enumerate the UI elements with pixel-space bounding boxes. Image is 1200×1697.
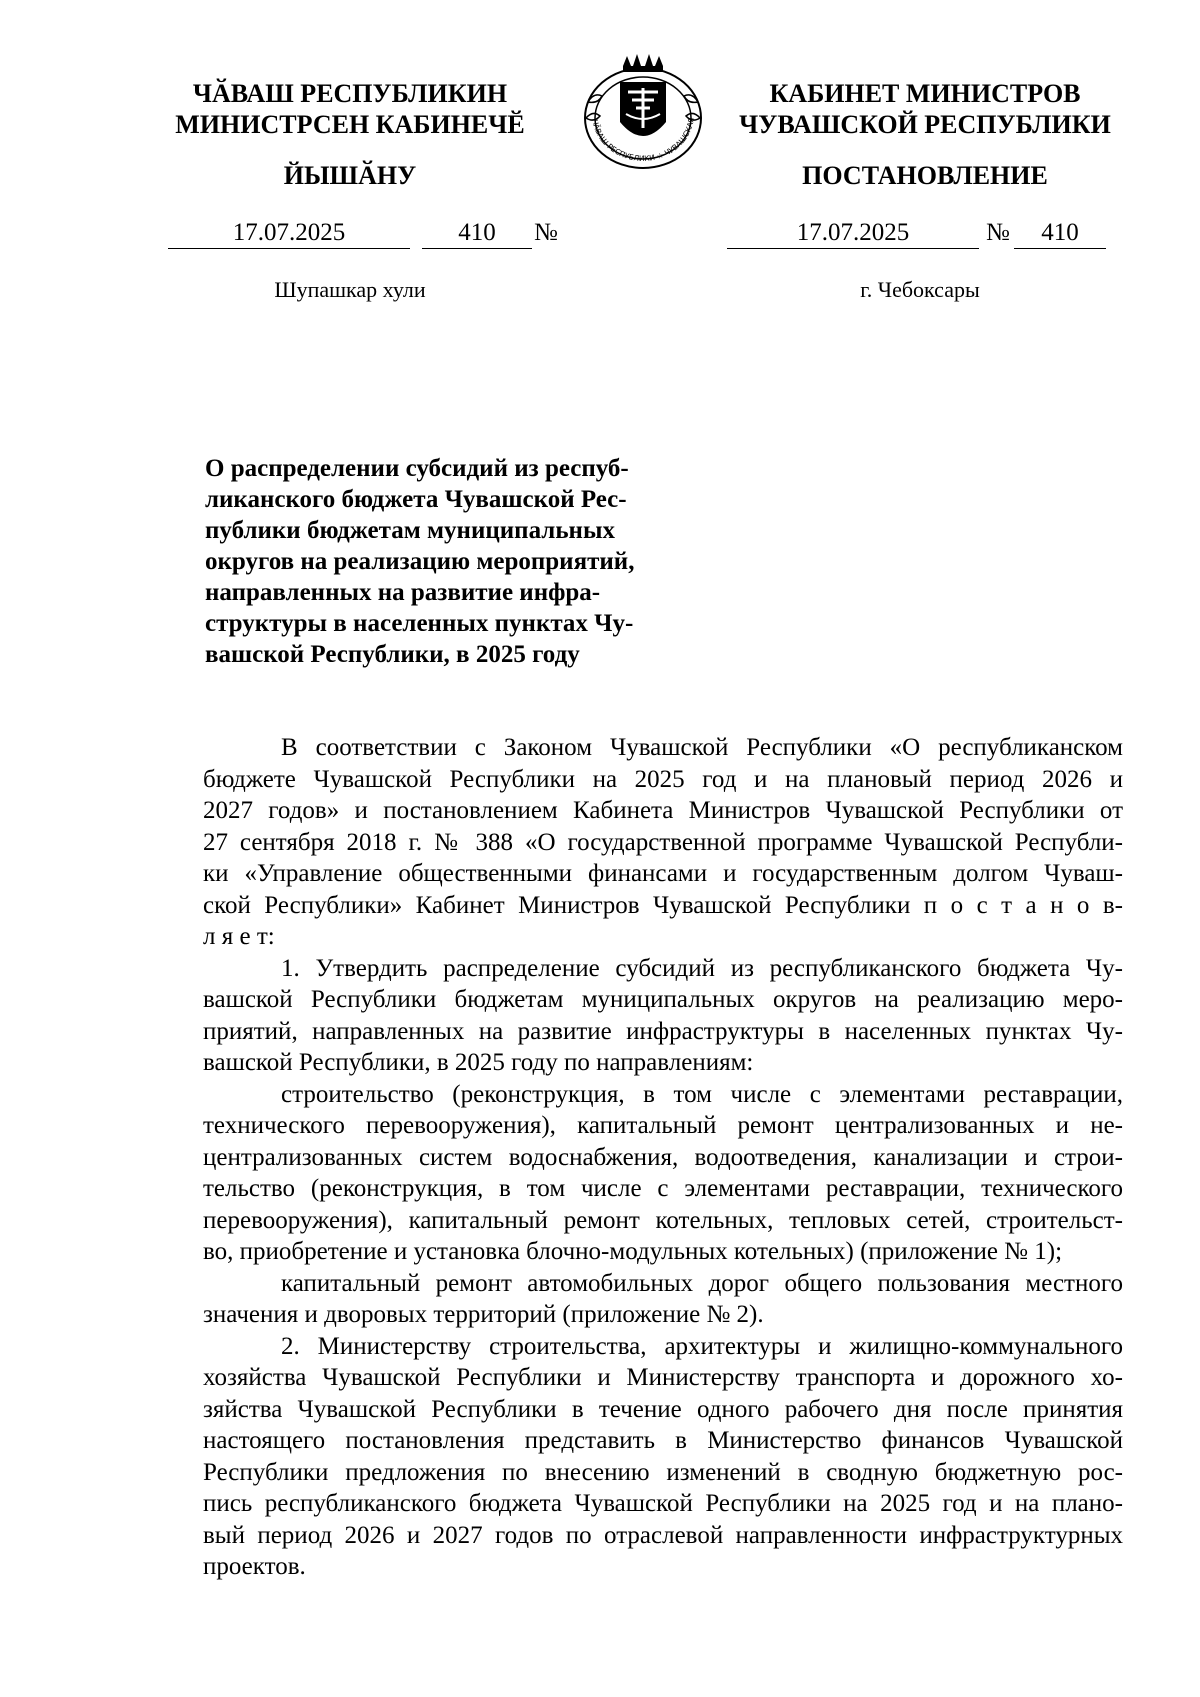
body-line: значения и дворовых территорий (приложение № 2). [203,1301,764,1328]
document-body [203,732,1123,1583]
body-line: вашской Республики бюджетам муниципальных округов на реализацию меро- [203,986,1123,1013]
body-line: настоящего постановления представить в Министерство финансов Чувашской [203,1427,1123,1454]
right-date: 17.07.2025 [727,218,979,249]
body-line: 2027 годов» и постановлением Кабинета Министров Чувашской Республики от [203,797,1123,824]
body-line: ки «Управление общественными финансами и государственным долгом Чуваш- [203,860,1123,887]
title-line: структуры в населенных пунктах Чу- [205,610,634,637]
body-line: вашской Республики, в 2025 году по направлениям: [203,1049,754,1076]
right-document-type: ПОСТАНОВЛЕНИЕ [802,161,1048,190]
title-line: ликанского бюджета Чувашской Рес- [205,486,627,513]
title-line: вашской Республики, в 2025 году [205,641,580,668]
body-line: централизованных систем водоснабжения, водоотведения, канализации и строи- [203,1143,1123,1171]
left-number-sign: № [534,219,558,246]
document-title [205,453,667,670]
body-line: 2. Министерству строительства, архитектуры и жилищно-коммунального [281,1332,1123,1360]
body-line: 1. Утвердить распределение субсидий из республиканского бюджета Чу- [281,954,1123,982]
right-city: г. Чебоксары [860,277,980,302]
body-line: В соответствии с Законом Чувашской Республики «О республиканском [281,734,1123,761]
title-line: О распределении субсидий из респуб- [205,455,629,482]
body-line: тельство (реконструкция, в том числе с элементами реставрации, технического [203,1175,1123,1202]
right-organization-name [725,78,1125,140]
coat-of-arms-icon [570,52,716,172]
body-line: перевооружения), капитальный ремонт котельных, тепловых сетей, строительст- [203,1206,1123,1234]
svg-text:ЧӐВАШ РЕСПУБЛИКИ ☆ ЧУВАШСКАЯ Р: ЧӐВАШ РЕСПУБЛИКИ ☆ ЧУВАШСКАЯ [590,116,696,164]
body-line: проектов. [203,1553,306,1580]
right-number: 410 [1014,218,1106,249]
body-line: хозяйства Чувашской Республики и Министерству транспорта и дорожного хо- [203,1364,1123,1391]
body-line: Республики предложения по внесению изменений в сводную бюджетную рос- [203,1458,1123,1486]
body-line: л я е т: [203,923,275,950]
left-document-type: ЙЫШӐНУ [283,161,417,190]
right-org-line-1: КАБИНЕТ МИНИСТРОВ [769,79,1081,108]
body-line: бюджете Чувашской Республики на 2025 год и на плановый период 2026 и [203,765,1123,793]
right-number-sign: № [986,219,1010,246]
left-org-line-1: ЧӐВАШ РЕСПУБЛИКИН [192,79,508,108]
right-date-number-row [0,218,1200,250]
body-line: ской Республики» Кабинет Министров Чувашской Республики п о с т а н о в- [203,891,1123,919]
body-line: зяйства Чувашской Республики в течение одного рабочего дня после принятия [203,1395,1123,1423]
body-line: приятий, направленных на развитие инфраструктуры в населенных пунктах Чу- [203,1017,1123,1045]
title-line: публики бюджетам муниципальных [205,517,615,544]
left-number: 410 [422,218,532,249]
left-organization-name [150,78,550,140]
body-line: 27 сентября 2018 г. № 388 «О государственной программе Чувашской Республи- [203,828,1123,856]
body-line: технического перевооружения), капитальный ремонт централизованных и не- [203,1112,1123,1139]
right-org-line-2: ЧУВАШСКОЙ РЕСПУБЛИКИ [739,110,1111,139]
title-line: направленных на развитие инфра- [205,579,601,606]
title-line: округов на реализацию мероприятий, [205,548,635,575]
body-line: вый период 2026 и 2027 годов по отраслевой направленности инфраструктурных [203,1521,1123,1549]
left-city: Шупашкар хули [274,277,426,302]
body-line: капитальный ремонт автомобильных дорог общего пользования местного [281,1269,1123,1297]
left-date: 17.07.2025 [168,218,410,249]
body-line: пись республиканского бюджета Чувашской Республики на 2025 год и на плано- [203,1490,1123,1517]
body-line: строительство (реконструкция, в том числе с элементами реставрации, [281,1080,1123,1108]
left-org-line-2: МИНИСТРСЕН КАБИНЕЧӖ [175,110,525,139]
body-line: во, приобретение и установка блочно-модульных котельных) (приложение № 1); [203,1238,1063,1265]
